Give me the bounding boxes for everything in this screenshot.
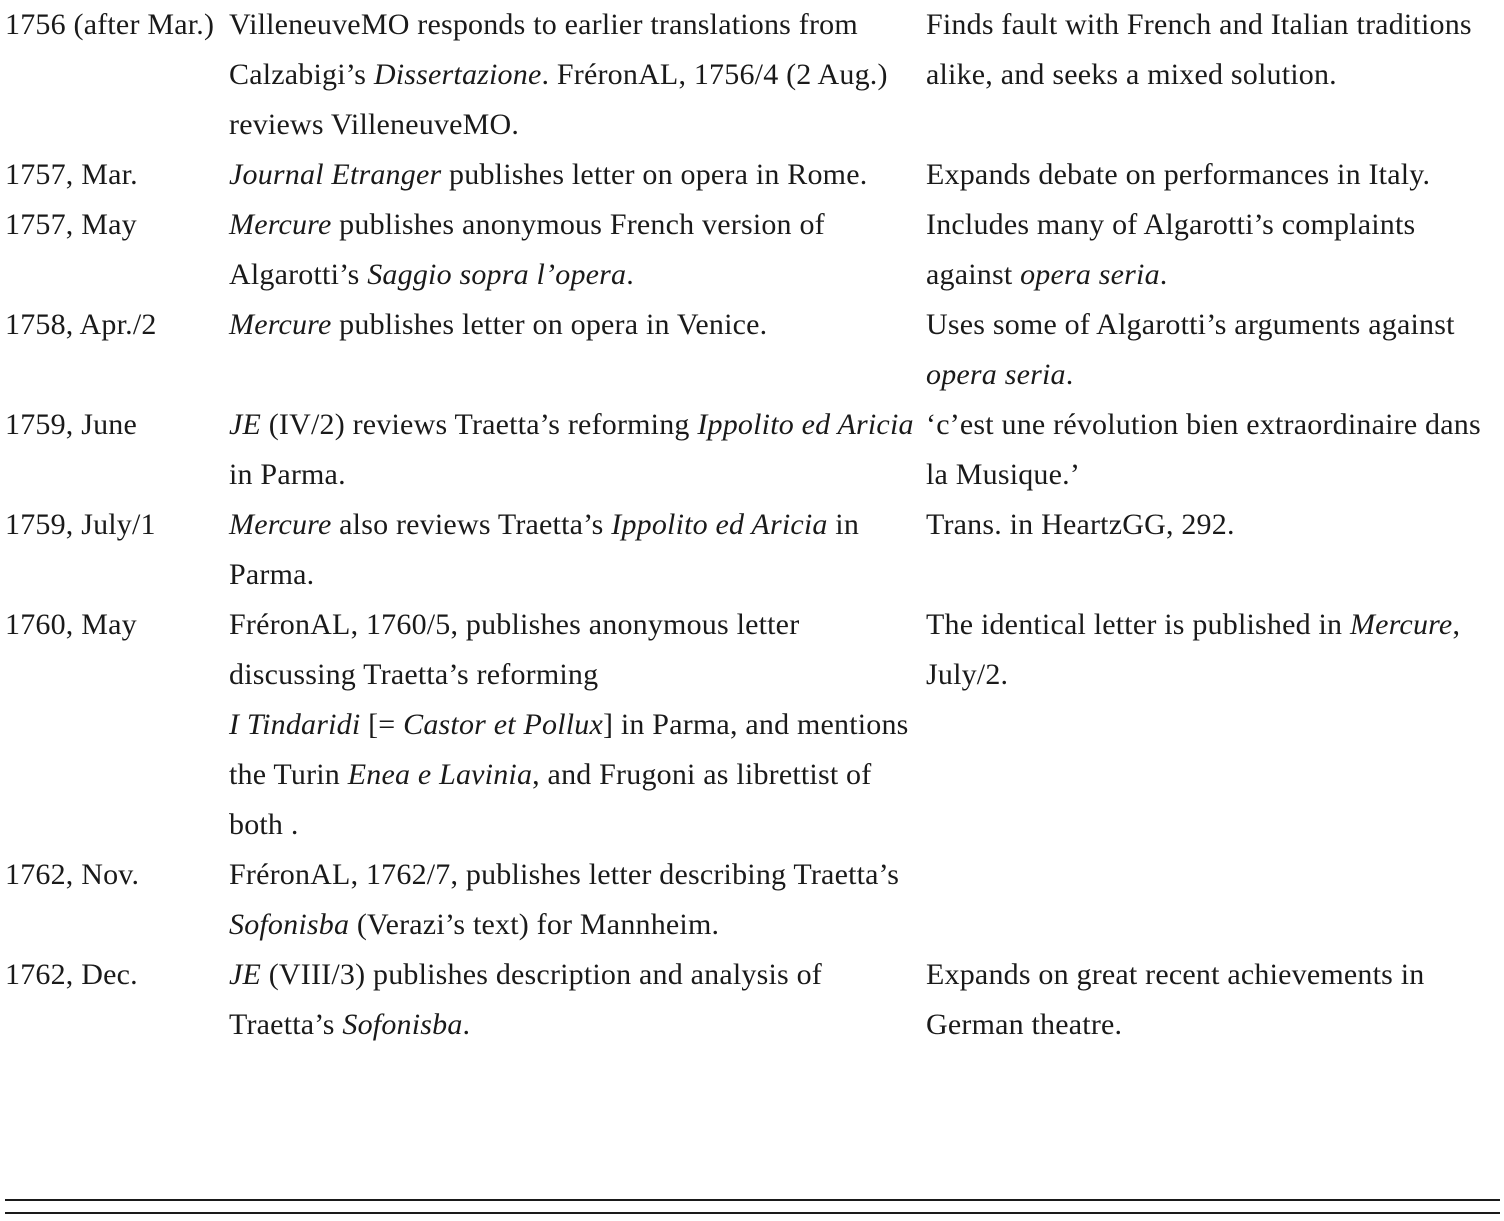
date-cell: 1758, Apr./2 <box>5 308 157 341</box>
text-segment: publishes letter on opera in Rome. <box>441 158 868 191</box>
text-segment: . <box>1159 258 1168 291</box>
text-segment: , July/2. <box>926 608 1461 691</box>
date-cell: 1757, May <box>5 208 137 241</box>
event-cell <box>229 150 926 200</box>
italic-text: Journal Etranger <box>229 158 442 191</box>
text-segment: ] in Parma, and mentions the Turin <box>229 708 909 791</box>
text-segment: . <box>462 1008 471 1041</box>
text-segment: Includes many of Algarotti’s complaints against <box>926 208 1416 291</box>
italic-text: Castor et Pollux <box>403 708 603 741</box>
table-row <box>5 600 1500 850</box>
italic-text: Ippolito ed Aricia <box>697 408 914 441</box>
italic-text: Ippolito ed Aricia <box>611 508 828 541</box>
comment-cell <box>926 150 1500 200</box>
text-segment: FréronAL, 1760/5, publishes anonymous letter discussing Traetta’s reforming <box>229 608 800 691</box>
text-segment: Expands on great recent achievements in German theatre. <box>926 958 1425 1041</box>
text-segment: [= <box>360 708 404 741</box>
comment-cell <box>926 500 1500 550</box>
table-row <box>5 500 1500 600</box>
event-cell <box>229 500 926 600</box>
text-segment: Trans. in HeartzGG, 292. <box>926 508 1235 541</box>
italic-text: Sofonisba <box>229 908 350 941</box>
text-segment: (Verazi’s text) for Mannheim. <box>349 908 720 941</box>
text-segment: Expands debate on performances in Italy. <box>926 158 1431 191</box>
text-segment: in Parma. <box>229 508 860 591</box>
italic-text: Enea e Lavinia <box>347 758 533 791</box>
comment-cell <box>926 300 1500 400</box>
text-segment: The identical letter is published in <box>926 608 1350 641</box>
italic-text: Mercure <box>229 508 332 541</box>
event-cell <box>229 200 926 300</box>
event-cell <box>229 950 926 1050</box>
text-segment: (VIII/3) publishes description and analysis of Traetta’s <box>229 958 822 1041</box>
italic-text: Sofonisba <box>342 1008 463 1041</box>
italic-text: opera seria <box>926 358 1066 391</box>
text-segment: in Parma. <box>229 458 346 491</box>
italic-text: JE <box>229 958 262 991</box>
chronology-table <box>5 0 1500 1050</box>
table-row <box>5 300 1500 400</box>
text-segment: . <box>1065 358 1074 391</box>
text-segment: Uses some of Algarotti’s arguments against <box>926 308 1455 341</box>
text-segment: (IV/2) reviews Traetta’s reforming <box>261 408 698 441</box>
comment-cell <box>926 600 1500 700</box>
date-cell: 1762, Nov. <box>5 858 140 891</box>
text-segment: , and Frugoni as librettist of both . <box>229 758 872 841</box>
comment-cell <box>926 200 1500 300</box>
italic-text: Saggio sopra l’opera <box>367 258 627 291</box>
comment-cell <box>926 950 1500 1050</box>
event-cell <box>229 400 926 500</box>
event-cell <box>229 0 926 150</box>
text-segment: VilleneuveMO responds to earlier translations from Calzabigi’s <box>229 8 858 91</box>
comment-cell <box>926 0 1500 100</box>
date-cell: 1757, Mar. <box>5 158 138 191</box>
table-row <box>5 850 1500 950</box>
italic-text: JE <box>229 408 262 441</box>
italic-text: opera seria <box>1020 258 1160 291</box>
text-segment: publishes letter on opera in Venice. <box>331 308 768 341</box>
table-bottom-rule-upper <box>5 1199 1500 1201</box>
table-row <box>5 0 1500 150</box>
text-segment: ‘c’est une révolution bien extraordinaire dans la Musique.’ <box>926 408 1481 491</box>
table-row <box>5 150 1500 200</box>
table-row <box>5 400 1500 500</box>
date-cell: 1759, June <box>5 408 137 441</box>
table-bottom-rule-lower <box>5 1212 1500 1214</box>
text-segment: publishes anonymous French version of Algarotti’s <box>229 208 825 291</box>
date-cell: 1762, Dec. <box>5 958 138 991</box>
text-segment: . FréronAL, 1756/4 (2 Aug.) reviews VilleneuveMO. <box>229 58 888 141</box>
italic-text: Dissertazione <box>373 58 542 91</box>
italic-text: I Tindaridi <box>229 708 361 741</box>
date-cell: 1760, May <box>5 608 137 641</box>
text-segment: . <box>626 258 634 291</box>
italic-text: Mercure <box>229 308 332 341</box>
event-cell <box>229 850 926 950</box>
text-segment: FréronAL, 1762/7, publishes letter describing Traetta’s <box>229 858 900 891</box>
italic-text: Mercure <box>1349 608 1453 641</box>
event-cell <box>229 300 926 350</box>
date-cell: 1759, July/1 <box>5 508 156 541</box>
table-row <box>5 200 1500 300</box>
text-segment: Finds fault with French and Italian traditions alike, and seeks a mixed solution. <box>926 8 1472 91</box>
italic-text: Mercure <box>229 208 332 241</box>
table-row <box>5 950 1500 1050</box>
date-cell: 1756 (after Mar.) <box>5 8 215 41</box>
comment-cell <box>926 400 1500 500</box>
text-segment: also reviews Traetta’s <box>331 508 612 541</box>
event-cell <box>229 600 926 850</box>
